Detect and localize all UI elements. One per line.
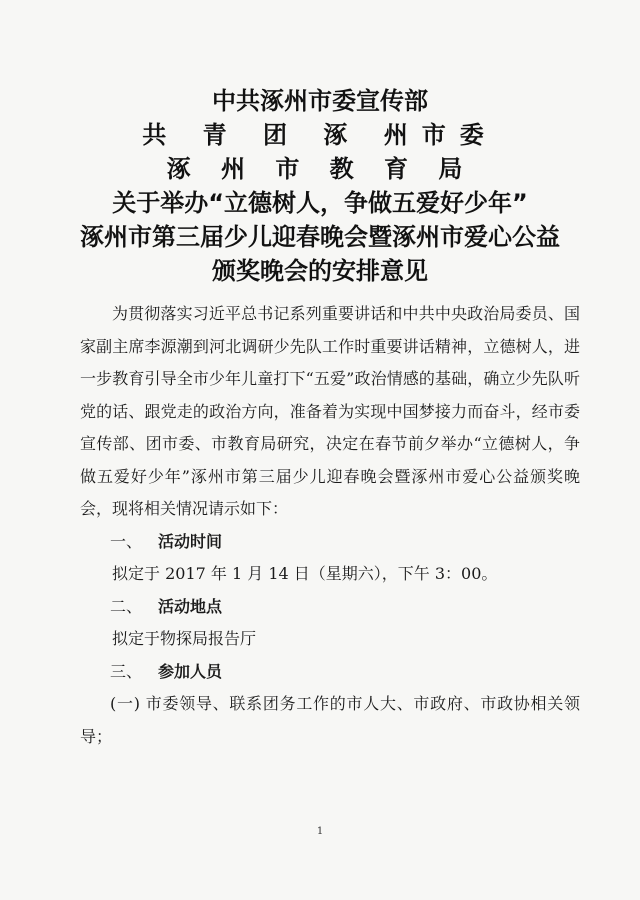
section-number: 二、: [110, 596, 143, 616]
section-title: 参加人员: [158, 661, 223, 681]
document-title-line-1: 关于举办“立德树人，争做五爱好少年”: [112, 189, 528, 217]
document-body: [80, 298, 580, 753]
page-number: 1: [316, 826, 324, 837]
section-title: 活动地点: [158, 596, 223, 616]
section-heading-attendees: [80, 656, 580, 689]
section-body-time: 拟定于 2017 年 1 月 14 日（星期六），下午 3：00。: [112, 564, 498, 583]
issuer-education-bureau: 涿 州 市 教 育 局: [166, 155, 474, 183]
section-body-location: 拟定于物探局报告厅: [112, 629, 257, 648]
issuer-propaganda-dept: 中共涿州市委宣传部: [212, 87, 428, 115]
section-title: 活动时间: [158, 531, 223, 551]
document-title-block: [0, 84, 640, 288]
attendee-item-1: (一) 市委领导、联系团务工作的市人大、市政府、市政协相关领导；: [80, 694, 580, 746]
document-title-line-2: 涿州市第三届少儿迎春晚会暨涿州市爱心公益: [80, 223, 560, 251]
section-number: 三、: [110, 661, 143, 681]
issuer-youth-league: 共 青 团 涿 州市委: [142, 121, 498, 149]
section-heading-time: [80, 526, 580, 559]
document-title-line-3: 颁奖晚会的安排意见: [212, 257, 428, 285]
intro-paragraph: 为贯彻落实习近平总书记系列重要讲话和中共中央政治局委员、国家副主席李源潮到河北调研少先队工作时重要讲话精神，立德树人，进一步教育引导全市少年儿童打下“五爱”政治情感的基础，确立少先队听党的话、跟党走的政治方向，准备着为实现中国梦接力而奋斗，经市委宣传部、团市委、市教育局研究，决定在春节前夕举办“立德树人，争做五爱好少年”涿州市第三届少儿迎春晚会暨涿州市爱心公益颁奖晚会，现将相关情况请示如下：: [80, 304, 580, 518]
section-number: 一、: [110, 531, 143, 551]
section-heading-location: [80, 591, 580, 624]
